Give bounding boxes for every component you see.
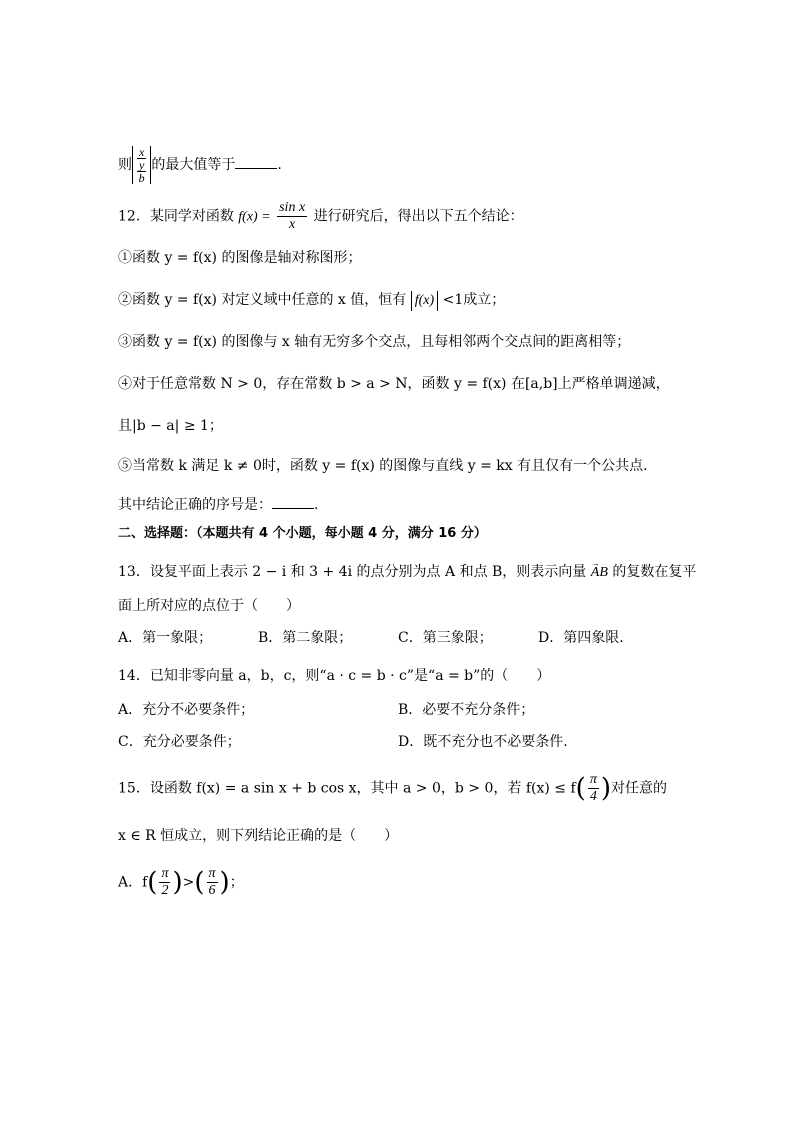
c2-abs-value: f(x)	[411, 291, 438, 311]
greater-than: >	[182, 874, 195, 891]
q12-ask-end: .	[314, 497, 319, 513]
q15-text: 15．设函数 f(x) = a sin x + b cos x，其中 a > 0，b > 0，若 f(x) ≤ f	[118, 780, 576, 797]
q12-conclusion-2	[118, 290, 505, 311]
q13-option-a[interactable]: A．第一象限；	[118, 630, 213, 646]
q14-option-b[interactable]: B．必要不充分条件；	[398, 702, 535, 718]
answer-blank[interactable]	[272, 494, 314, 509]
frac-denominator: 2	[161, 883, 169, 898]
c2-text: ②函数 y = f(x) 对定义域中任意的 x 值，恒有	[118, 292, 407, 308]
tail-prefix: 则	[118, 157, 132, 173]
q12-question	[118, 494, 318, 515]
q13-option-c[interactable]: C．第三象限；	[398, 630, 493, 646]
section-heading: 二、选择题：（本题共有 4 个小题，每小题 4 分，满分 16 分）	[118, 526, 487, 541]
q12-ask-text: 其中结论正确的序号是：	[118, 497, 272, 513]
frac-numerator: π	[161, 866, 169, 881]
q13-text: 13．设复平面上表示 2 − i 和 3 + 4i 的点分别为点 A 和点 B，则表示向量	[118, 564, 587, 580]
pi-over-6	[207, 866, 218, 899]
frac-numerator: π	[208, 866, 216, 881]
prev-question-tail	[118, 146, 282, 184]
q13-stem	[118, 562, 696, 583]
q15-stem-cont: x ∈ R 恒成立，则下列结论正确的是（ ）	[118, 828, 399, 844]
answer-blank[interactable]	[235, 154, 277, 169]
q15-text-end: 对任意的	[611, 780, 667, 797]
pi-over-4	[588, 772, 599, 805]
q12-conclusion-4: ④对于任意常数 N > 0，存在常数 b > a > N，函数 y = f(x) 在[a,b]上严格单调递减，	[118, 376, 670, 392]
abs-fraction	[132, 146, 151, 184]
frac-denominator: 4	[589, 789, 597, 804]
frac-bottom: b	[138, 171, 145, 185]
q13-option-d[interactable]: D．第四象限.	[538, 630, 624, 646]
q12-intro-text: 12．某同学对函数	[118, 208, 234, 225]
tail-text: 的最大值等于	[151, 157, 236, 173]
paren-right: )	[600, 773, 611, 804]
q13-text-end: 的复数在复平	[612, 564, 697, 580]
q12-intro-tail: 进行研究后，得出以下五个结论：	[313, 208, 524, 225]
q12-intro	[118, 200, 524, 233]
paren-right: )	[172, 867, 183, 898]
frac-denominator: x	[289, 217, 296, 232]
q15-option-a[interactable]	[118, 866, 244, 899]
q12-conclusion-5: ⑤当常数 k 满足 k ≠ 0时，函数 y = f(x) 的图像与直线 y = kx 有且仅有一个公共点.	[118, 458, 648, 474]
pi-over-2	[159, 866, 170, 899]
frac-denominator: 6	[208, 883, 216, 898]
paren-left: (	[147, 867, 158, 898]
opt-a-prefix: A．f	[118, 874, 148, 891]
q12-conclusion-3: ③函数 y = f(x) 的图像与 x 轴有无穷多个交点，且每相邻两个交点间的距离相等；	[118, 334, 631, 350]
opt-a-end: ；	[229, 874, 244, 891]
frac-numerator: sin x	[279, 200, 306, 215]
c2-text-end: <1成立；	[442, 292, 506, 308]
q12-func-lhs: f(x) =	[238, 209, 271, 225]
frac-mid: y	[139, 158, 145, 172]
q14-option-d[interactable]: D．既不充分也不必要条件.	[398, 734, 568, 750]
q14-option-c[interactable]: C．充分必要条件；	[118, 734, 241, 750]
q13-option-b[interactable]: B．第二象限；	[258, 630, 353, 646]
q12-func-fraction	[277, 200, 307, 233]
tail-end: .	[277, 157, 282, 173]
stacked-fraction	[137, 146, 146, 184]
paren-right: )	[219, 867, 230, 898]
vector-ab: → AB	[591, 563, 608, 583]
q15-stem	[118, 772, 667, 805]
q14-option-a[interactable]: A．充分不必要条件；	[118, 702, 255, 718]
frac-numerator: π	[589, 772, 597, 787]
paren-left: (	[194, 867, 205, 898]
paren-left: (	[575, 773, 586, 804]
q13-stem-cont: 面上所对应的点位于（ ）	[118, 598, 300, 614]
q14-stem: 14．已知非零向量 a，b，c，则“a · c = b · c”是“a = b”的（ ）	[118, 668, 551, 684]
q12-conclusion-4-cont: 且|b − a| ≥ 1；	[118, 418, 223, 434]
frac-top: x	[139, 145, 145, 159]
q12-conclusion-1: ①函数 y = f(x) 的图像是轴对称图形；	[118, 250, 362, 266]
